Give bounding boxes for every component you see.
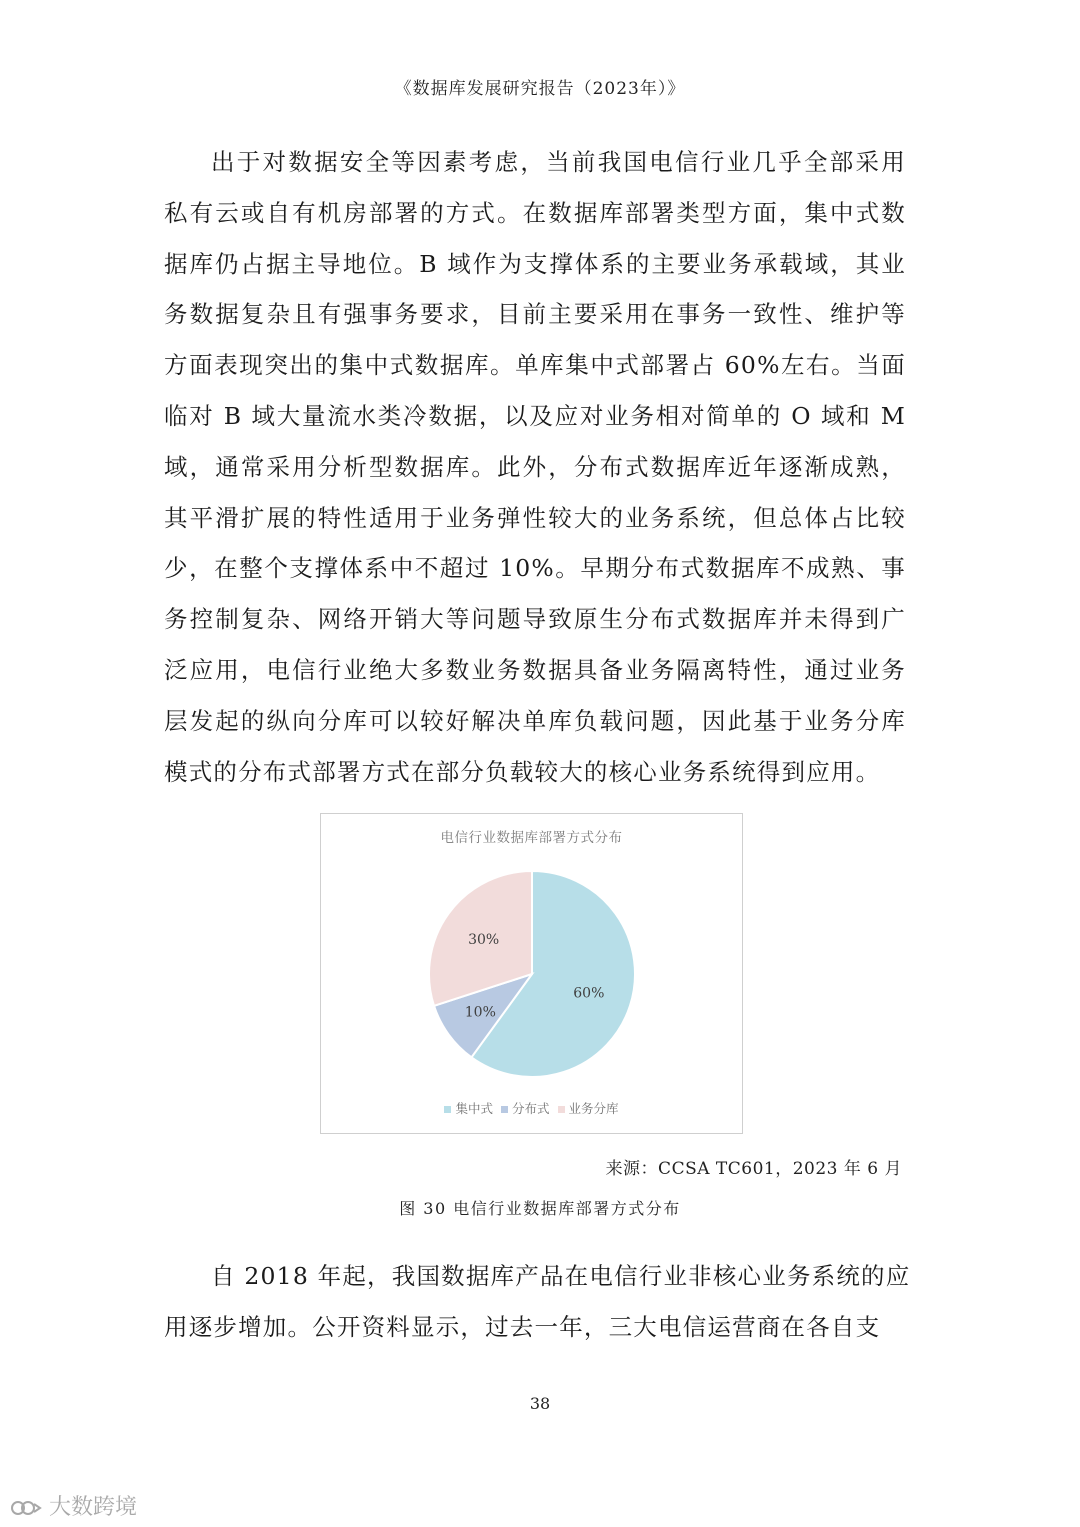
- legend-swatch: [501, 1106, 508, 1113]
- paragraph-line: 少，在整个支撑体系中不超过 10%。早期分布式数据库不成熟、事: [164, 554, 906, 583]
- body-paragraph-1: [164, 137, 906, 797]
- body-paragraph-2: [164, 1251, 911, 1353]
- paragraph-line: 其平滑扩展的特性适用于业务弹性较大的业务系统，但总体占比较: [164, 503, 906, 532]
- paragraph-line: 用逐步增加。公开资料显示，过去一年，三大电信运营商在各自支: [164, 1312, 881, 1341]
- pie-slice-label: 30%: [468, 931, 500, 948]
- legend-label: 分布式: [511, 1101, 550, 1116]
- chart-legend: [321, 1099, 742, 1117]
- legend-item: [558, 1099, 619, 1117]
- chart-figure: [320, 813, 743, 1134]
- paragraph-line: 务控制复杂、网络开销大等问题导致原生分布式数据库并未得到广: [164, 605, 906, 634]
- legend-swatch: [444, 1106, 451, 1113]
- watermark-logo-icon: [10, 1496, 42, 1520]
- paragraph-line: 层发起的纵向分库可以较好解决单库负载问题，因此基于业务分库: [164, 706, 906, 735]
- pie-slice-label: 60%: [573, 985, 605, 1002]
- paragraph-line: 据库仍占据主导地位。B 域作为支撑体系的主要业务承载域，其业: [164, 249, 906, 278]
- chart-title: 电信行业数据库部署方式分布: [440, 830, 623, 846]
- paragraph-line: 方面表现突出的集中式数据库。单库集中式部署占 60%左右。当面: [164, 351, 906, 380]
- paragraph-line: 泛应用，电信行业绝大多数业务数据具备业务隔离特性，通过业务: [164, 655, 906, 684]
- page-header: 《数据库发展研究报告（2023年）》: [394, 79, 686, 99]
- legend-item: [501, 1099, 550, 1117]
- legend-item: [444, 1099, 493, 1117]
- figure-caption: 图 30 电信行业数据库部署方式分布: [399, 1199, 681, 1218]
- legend-label: 集中式: [455, 1101, 493, 1116]
- paragraph-line: 私有云或自有机房部署的方式。在数据库部署类型方面，集中式数: [164, 198, 906, 227]
- watermark-text: 大数跨境: [49, 1495, 138, 1520]
- paragraph-line: 务数据复杂且有强事务要求，目前主要采用在事务一致性、维护等: [164, 300, 906, 329]
- pie-chart: [321, 814, 744, 1135]
- legend-swatch: [558, 1106, 565, 1113]
- paragraph-line: 出于对数据安全等因素考虑，当前我国电信行业几乎全部采用: [211, 148, 906, 176]
- paragraph-line: 模式的分布式部署方式在部分负载较大的核心业务系统得到应用。: [164, 757, 881, 786]
- legend-label: 业务分库: [568, 1101, 619, 1116]
- paragraph-line: 自 2018 年起，我国数据库产品在电信行业非核心业务系统的应: [211, 1262, 911, 1290]
- paragraph-line: 临对 B 域大量流水类冷数据，以及应对业务相对简单的 O 域和 M: [164, 401, 906, 430]
- page-number: 38: [529, 1394, 551, 1413]
- watermark: [10, 1490, 137, 1521]
- pie-slice-label: 10%: [464, 1004, 496, 1021]
- paragraph-line: 域，通常采用分析型数据库。此外，分布式数据库近年逐渐成熟，: [164, 452, 906, 481]
- figure-source: 来源：CCSA TC601，2023 年 6 月: [605, 1159, 902, 1179]
